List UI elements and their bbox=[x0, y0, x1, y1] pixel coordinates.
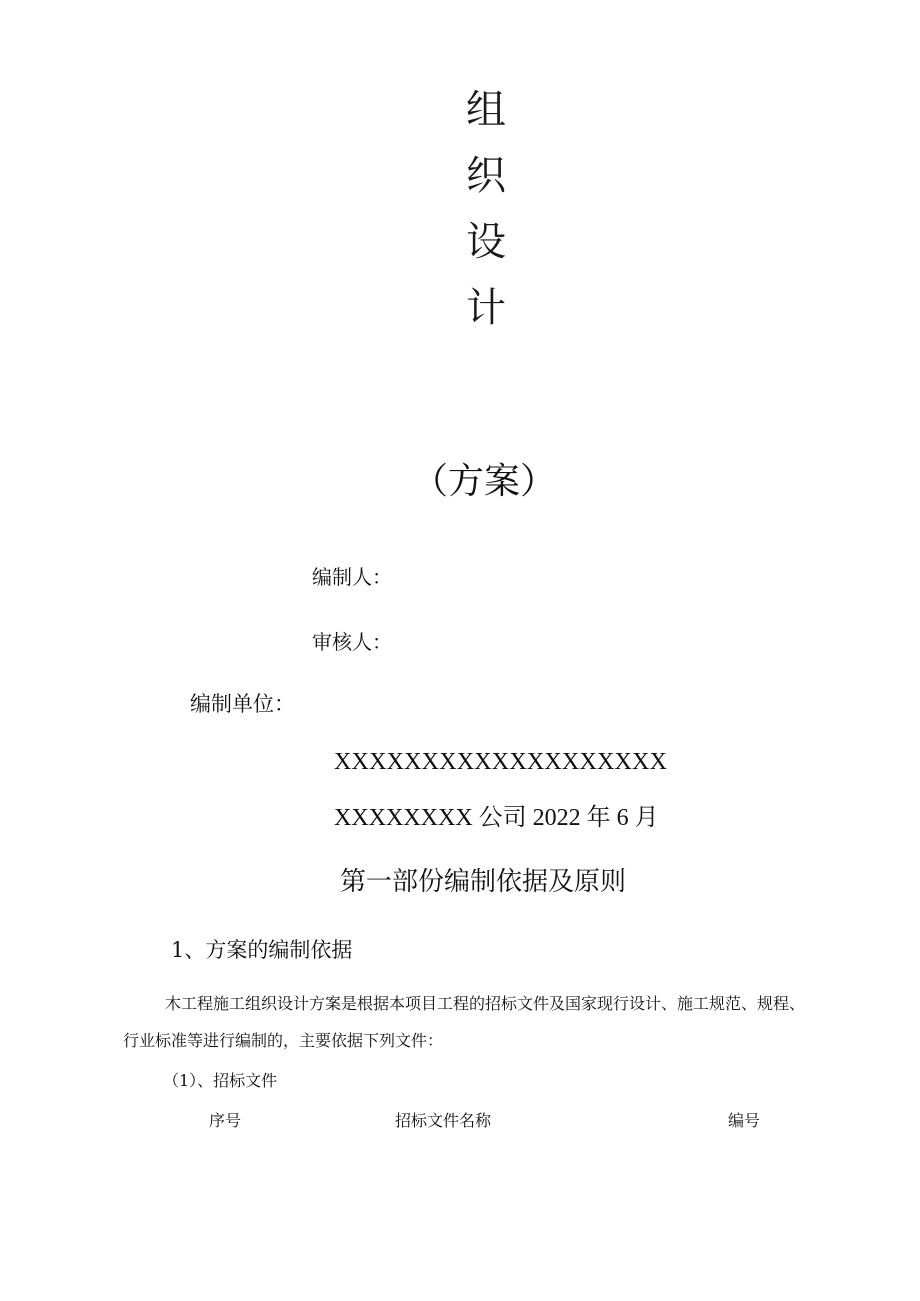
table-header-index: 序号 bbox=[209, 1111, 242, 1130]
paragraph-line: 行业标准等进行编制的，主要依据下列文件： bbox=[123, 1031, 444, 1050]
subsection-title: 1、方案的编制依据 bbox=[171, 938, 353, 962]
list-item-label: （1）、招标文件 bbox=[163, 1071, 278, 1090]
title-char: 设 bbox=[466, 219, 506, 265]
paragraph-line: 木工程施工组织设计方案是根据本项目工程的招标文件及国家现行设计、施工规范、规程、 bbox=[165, 994, 806, 1013]
table-header-number: 编号 bbox=[728, 1111, 761, 1130]
compiler-label: 编制人： bbox=[312, 565, 392, 589]
title-char: 计 bbox=[466, 285, 506, 331]
company-date-line: XXXXXXXX 公司 2022 年 6 月 bbox=[334, 805, 659, 831]
compiling-unit-label: 编制单位： bbox=[190, 692, 295, 716]
title-char: 织 bbox=[466, 153, 506, 199]
title-char: 组 bbox=[466, 87, 506, 133]
section-title: 第一部份编制依据及原则 bbox=[340, 867, 627, 897]
table-header-document-name: 招标文件名称 bbox=[395, 1111, 492, 1130]
document-subtitle: （方案） bbox=[412, 461, 557, 502]
company-name-line: XXXXXXXXXXXXXXXXXXX bbox=[334, 749, 668, 775]
reviewer-label: 审核人： bbox=[312, 630, 392, 654]
